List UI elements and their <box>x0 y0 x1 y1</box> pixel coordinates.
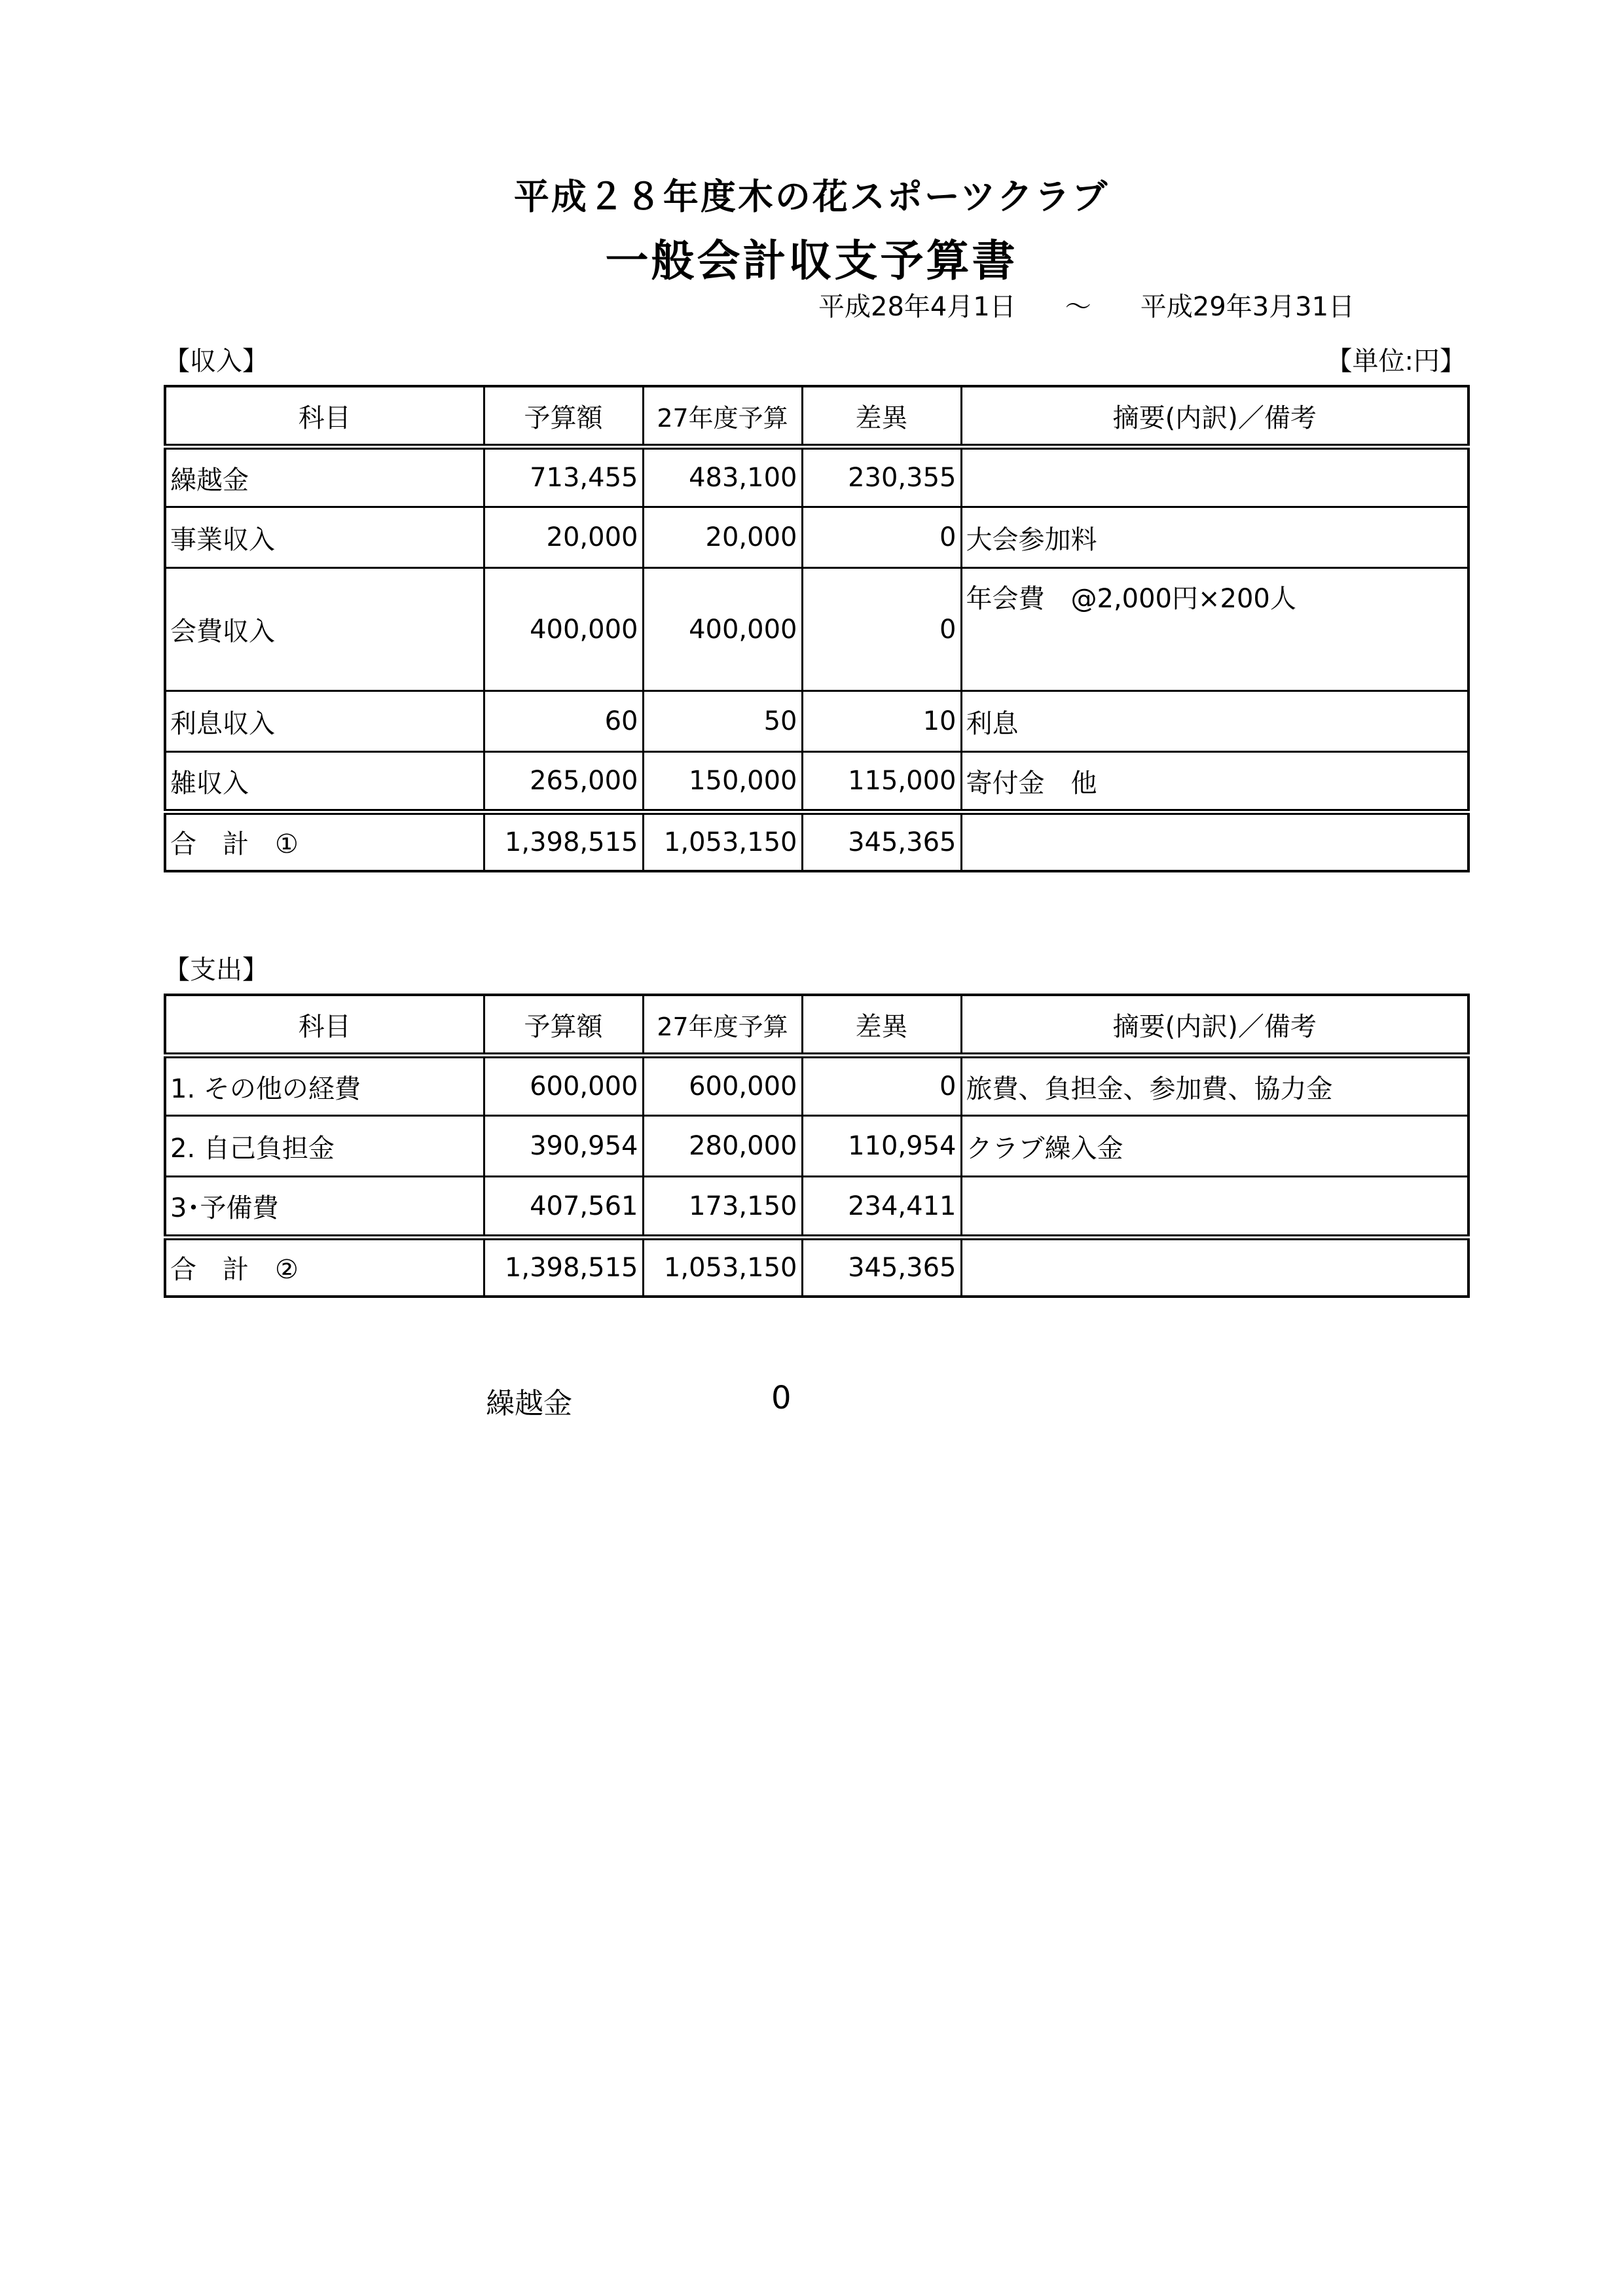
row-budget: 265,000 <box>484 752 643 812</box>
period-separator: ～ <box>1065 292 1091 322</box>
header-note: 摘要(内訳)／備考 <box>961 995 1468 1056</box>
row-diff: 234,411 <box>802 1177 961 1238</box>
row-prev: 173,150 <box>643 1177 802 1238</box>
row-note: 年会費 @2,000円×200人 <box>961 568 1468 691</box>
row-item: 2. 自己負担金 <box>165 1116 484 1177</box>
document-title: 平成２８年度木の花スポーツクラブ <box>513 176 1110 217</box>
document-subtitle: 一般会計収支予算書 <box>605 236 1018 286</box>
row-note: 寄付金 他 <box>961 752 1468 812</box>
income-row-business <box>165 507 1468 568</box>
total-budget: 1,398,515 <box>484 812 643 871</box>
expense-header-row <box>165 995 1468 1056</box>
income-row-interest <box>165 691 1468 752</box>
row-prev: 20,000 <box>643 507 802 568</box>
expense-total-row <box>165 1238 1468 1297</box>
row-item: 1. その他の経費 <box>165 1056 484 1116</box>
row-item: 繰越金 <box>165 447 484 507</box>
carryover-label: 繰越金 <box>486 1387 572 1420</box>
row-budget: 713,455 <box>484 447 643 507</box>
row-budget: 20,000 <box>484 507 643 568</box>
expense-section-label: 【支出】 <box>164 955 268 985</box>
total-prev: 1,053,150 <box>643 812 802 871</box>
fiscal-period <box>818 286 1355 323</box>
row-budget: 400,000 <box>484 568 643 691</box>
income-row-carryover <box>165 447 1468 507</box>
total-diff: 345,365 <box>802 1238 961 1297</box>
row-prev: 400,000 <box>643 568 802 691</box>
unit-label: 【単位:円】 <box>1326 346 1466 376</box>
row-diff: 115,000 <box>802 752 961 812</box>
row-prev: 600,000 <box>643 1056 802 1116</box>
expense-row-self-pay <box>165 1116 1468 1177</box>
header-item: 科目 <box>165 995 484 1056</box>
row-diff: 0 <box>802 1056 961 1116</box>
row-prev: 483,100 <box>643 447 802 507</box>
expense-table <box>164 994 1470 1298</box>
row-budget: 390,954 <box>484 1116 643 1177</box>
row-prev: 150,000 <box>643 752 802 812</box>
header-diff: 差異 <box>802 386 961 447</box>
row-item: 利息収入 <box>165 691 484 752</box>
row-prev: 280,000 <box>643 1116 802 1177</box>
header-budget: 予算額 <box>484 995 643 1056</box>
row-item: 雑収入 <box>165 752 484 812</box>
income-table <box>164 385 1470 872</box>
row-diff: 10 <box>802 691 961 752</box>
row-note: クラブ繰入金 <box>961 1116 1468 1177</box>
header-item: 科目 <box>165 386 484 447</box>
total-budget: 1,398,515 <box>484 1238 643 1297</box>
period-end: 平成29年3月31日 <box>1140 292 1355 322</box>
header-note: 摘要(内訳)／備考 <box>961 386 1468 447</box>
header-prev-budget: 27年度予算 <box>643 995 802 1056</box>
row-diff: 0 <box>802 568 961 691</box>
row-item: 会費収入 <box>165 568 484 691</box>
total-item: 合 計 ② <box>165 1238 484 1297</box>
header-budget: 予算額 <box>484 386 643 447</box>
row-note <box>961 447 1468 507</box>
income-row-misc <box>165 752 1468 812</box>
expense-row-reserve <box>165 1177 1468 1238</box>
row-diff: 110,954 <box>802 1116 961 1177</box>
row-budget: 60 <box>484 691 643 752</box>
total-item: 合 計 ① <box>165 812 484 871</box>
income-section-label: 【収入】 <box>164 346 268 376</box>
row-note: 利息 <box>961 691 1468 752</box>
row-note: 旅費、負担金、参加費、協力金 <box>961 1056 1468 1116</box>
total-note <box>961 1238 1468 1297</box>
row-budget: 600,000 <box>484 1056 643 1116</box>
total-prev: 1,053,150 <box>643 1238 802 1297</box>
expense-row-other <box>165 1056 1468 1116</box>
row-diff: 0 <box>802 507 961 568</box>
row-diff: 230,355 <box>802 447 961 507</box>
header-prev-budget: 27年度予算 <box>643 386 802 447</box>
total-diff: 345,365 <box>802 812 961 871</box>
income-row-membership <box>165 568 1468 691</box>
row-note <box>961 1177 1468 1238</box>
row-budget: 407,561 <box>484 1177 643 1238</box>
income-total-row <box>165 812 1468 871</box>
row-prev: 50 <box>643 691 802 752</box>
period-start: 平成28年4月1日 <box>818 292 1016 322</box>
income-header-row <box>165 386 1468 447</box>
row-item: 事業収入 <box>165 507 484 568</box>
header-diff: 差異 <box>802 995 961 1056</box>
row-note: 大会参加料 <box>961 507 1468 568</box>
row-item: 3･予備費 <box>165 1177 484 1238</box>
total-note <box>961 812 1468 871</box>
carryover-value: 0 <box>771 1380 792 1416</box>
